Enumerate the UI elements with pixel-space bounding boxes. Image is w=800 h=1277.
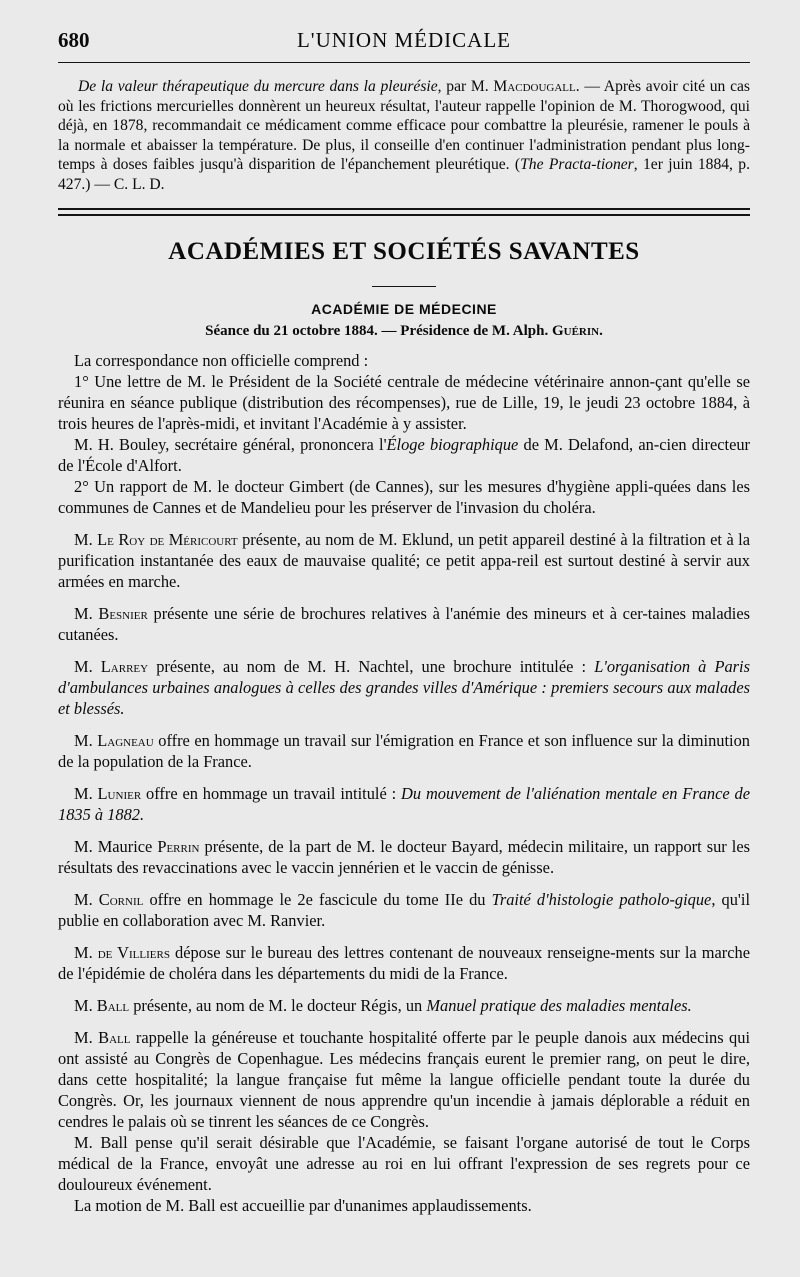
title-rule [372, 286, 436, 287]
p11-text-b: , qu'il publie en collaboration avec M. Ranvier. [58, 890, 750, 930]
review-paragraph [58, 77, 750, 194]
paragraph-7 [58, 656, 750, 719]
paragraph-6 [58, 603, 750, 645]
paragraph-16: La motion de M. Ball est accueillie par d'unanimes applaudissements. [74, 1196, 532, 1215]
p11-italic: Traité d'histologie patholo-gique [491, 890, 712, 909]
paragraph-2: 1° Une lettre de M. le Président de la Société centrale de médecine vétérinaire annon-çant qu'elle se réunira en séance publique (distribution des récompenses), rue de Lille, 19, le jeudi 23 octobre 1884, à trois heures de l'après-midi, et invitant l'Académie à y assister. [58, 372, 750, 433]
seance-line [58, 323, 750, 340]
paragraph-5 [58, 529, 750, 592]
speaker-name: Besnier [98, 604, 148, 623]
paragraph-3 [58, 434, 750, 476]
speaker-name: Lagneau [97, 731, 154, 750]
speaker-name: Cornil [98, 890, 144, 909]
p10-text: présente, de la part de M. le docteur Bayard, médecin militaire, un rapport sur les résultats des revaccinations avec le vaccin jennérien et le vaccin de génisse. [58, 837, 750, 877]
p13-italic: Manuel pratique des maladies mentales. [426, 996, 692, 1015]
academy-title: ACADÉMIE DE MÉDECINE [311, 301, 497, 317]
p3-italic: Éloge biographique [386, 435, 519, 454]
journal-title: L'UNION MÉDICALE [296, 28, 511, 52]
p3-text-b: de M. Delafond, an-cien directeur de l'École d'Alfort. [58, 435, 750, 475]
prefix: M. [74, 604, 99, 623]
section-divider [58, 208, 750, 216]
seance-text: Séance du 21 octobre 1884. — Présidence de M. Alph. [205, 323, 552, 339]
p3-text-a: M. H. Bouley, secrétaire général, prononcera l' [74, 435, 387, 454]
p8-text: offre en hommage un travail sur l'émigration en France et son influence sur la diminution de la population de la France. [58, 731, 750, 771]
prefix: M. [74, 784, 98, 803]
p14-text: rappelle la généreuse et touchante hospitalité offerte par le peuple danois aux médecins qui ont assisté au Congrès de Copenhague. Les médecins français eurent le premier rang, on peut le dire, dans cette hospitalité; la langue française fut même la langue officielle pendant toute la durée du Congrès. Or, les journaux viennent de nous apprendre qu'un incendie à jamais déplorable a réduit en cendres le palais où se tinrent les séances de ce Congrès. [58, 1028, 750, 1131]
p7-italic: L'organisation à Paris d'ambulances urbaines analogues à celles des grandes villes d'Amérique : premiers secours aux malades et blessés. [58, 657, 750, 718]
prefix: M. [74, 530, 98, 549]
p10-pre: Maurice [97, 837, 158, 856]
speaker-name: de Villiers [97, 943, 170, 962]
seance-end: . [599, 323, 603, 339]
speaker-name: Lunier [97, 784, 142, 803]
review-citation: , 1er juin 1884, p. 427.) — C. L. D. [58, 156, 751, 193]
prefix: M. [74, 996, 97, 1015]
p11-text-a: offre en hommage le 2e fascicule du tome IIe du [143, 890, 492, 909]
speaker-name: Larrey [100, 657, 149, 676]
p7-text: présente, au nom de M. H. Nachtel, une brochure intitulée : [148, 657, 595, 676]
section-title: ACADÉMIES ET SOCIÉTÉS SAVANTES [168, 238, 640, 265]
paragraph-9 [58, 783, 750, 825]
paragraph-13 [58, 995, 750, 1016]
p5-text: présente, au nom de M. Eklund, un petit appareil destiné à la filtration et à la purification instantanée des eaux de mauvaise qualité; ce petit appa-reil est surtout destiné à servir aux armées en marche. [58, 530, 750, 591]
review-title: De la valeur thérapeutique du mercure dans la pleurésie [78, 78, 438, 95]
review-text-a: , par M. [437, 78, 494, 95]
paragraph-1: La correspondance non officielle comprend : [74, 351, 369, 370]
speaker-name: Perrin [157, 837, 200, 856]
p13-text: présente, au nom de M. le docteur Régis, un [129, 996, 427, 1015]
review-author: Macdougall [493, 78, 576, 95]
review-journal: The Practa-tioner [520, 156, 634, 173]
minutes-body [58, 350, 750, 1216]
paragraph-10 [58, 836, 750, 878]
p12-text: dépose sur le bureau des lettres contenant de nouveaux renseigne-ments sur la marche de l'épidémie de choléra dans les départements du midi de la France. [58, 943, 750, 983]
header-rule [58, 62, 750, 63]
speaker-name: Le Roy de Méricourt [97, 530, 238, 549]
paragraph-4: 2° Un rapport de M. le docteur Gimbert (de Cannes), sur les mesures d'hygiène appli-quées dans les communes de Cannes et de Mandelieu pour les préserver de l'invasion du choléra. [58, 477, 750, 517]
page-number: 680 [58, 28, 90, 52]
paragraph-11 [58, 889, 750, 931]
paragraph-15: M. Ball pense qu'il serait désirable que l'Académie, se faisant l'organe autorisé de tout le Corps médical de la France, envoyât une adresse au roi en lui offrant l'expression de ses regrets pour ce douloureux événement. [58, 1133, 750, 1194]
p6-text: présente une série de brochures relatives à l'anémie des mineurs et à cer-taines maladies cutanées. [58, 604, 750, 644]
p9-text: offre en hommage un travail intitulé : [141, 784, 402, 803]
prefix: M. [74, 657, 101, 676]
president-name: Guérin [551, 323, 600, 339]
prefix: M. [74, 1028, 99, 1047]
prefix: M. [74, 943, 98, 962]
paragraph-12 [58, 942, 750, 984]
paragraph-8 [58, 730, 750, 772]
prefix: M. [74, 890, 99, 909]
p9-italic: Du mouvement de l'aliénation mentale en France de 1835 à 1882. [58, 784, 750, 824]
speaker-name: Ball [98, 1028, 131, 1047]
prefix: M. [74, 837, 98, 856]
review-text: . — Après avoir cité un cas où les frictions mercurielles donnèrent un heureux résultat, l'auteur rappelle l'opinion de M. Thorogwood, qui déjà, en 1878, recommandait ce médicament comme efficace pour combattre la pleurésie, ramener le pouls à la normale et abaisser la température. De plus, il conseille d'en continuer l'administration pendant plus long-temps à doses faibles jusqu'à disparition de l'épanchement pleurétique. ( [58, 78, 750, 173]
running-head [58, 22, 750, 58]
prefix: M. [74, 731, 98, 750]
speaker-name: Ball [96, 996, 130, 1015]
paragraph-14 [58, 1027, 750, 1132]
